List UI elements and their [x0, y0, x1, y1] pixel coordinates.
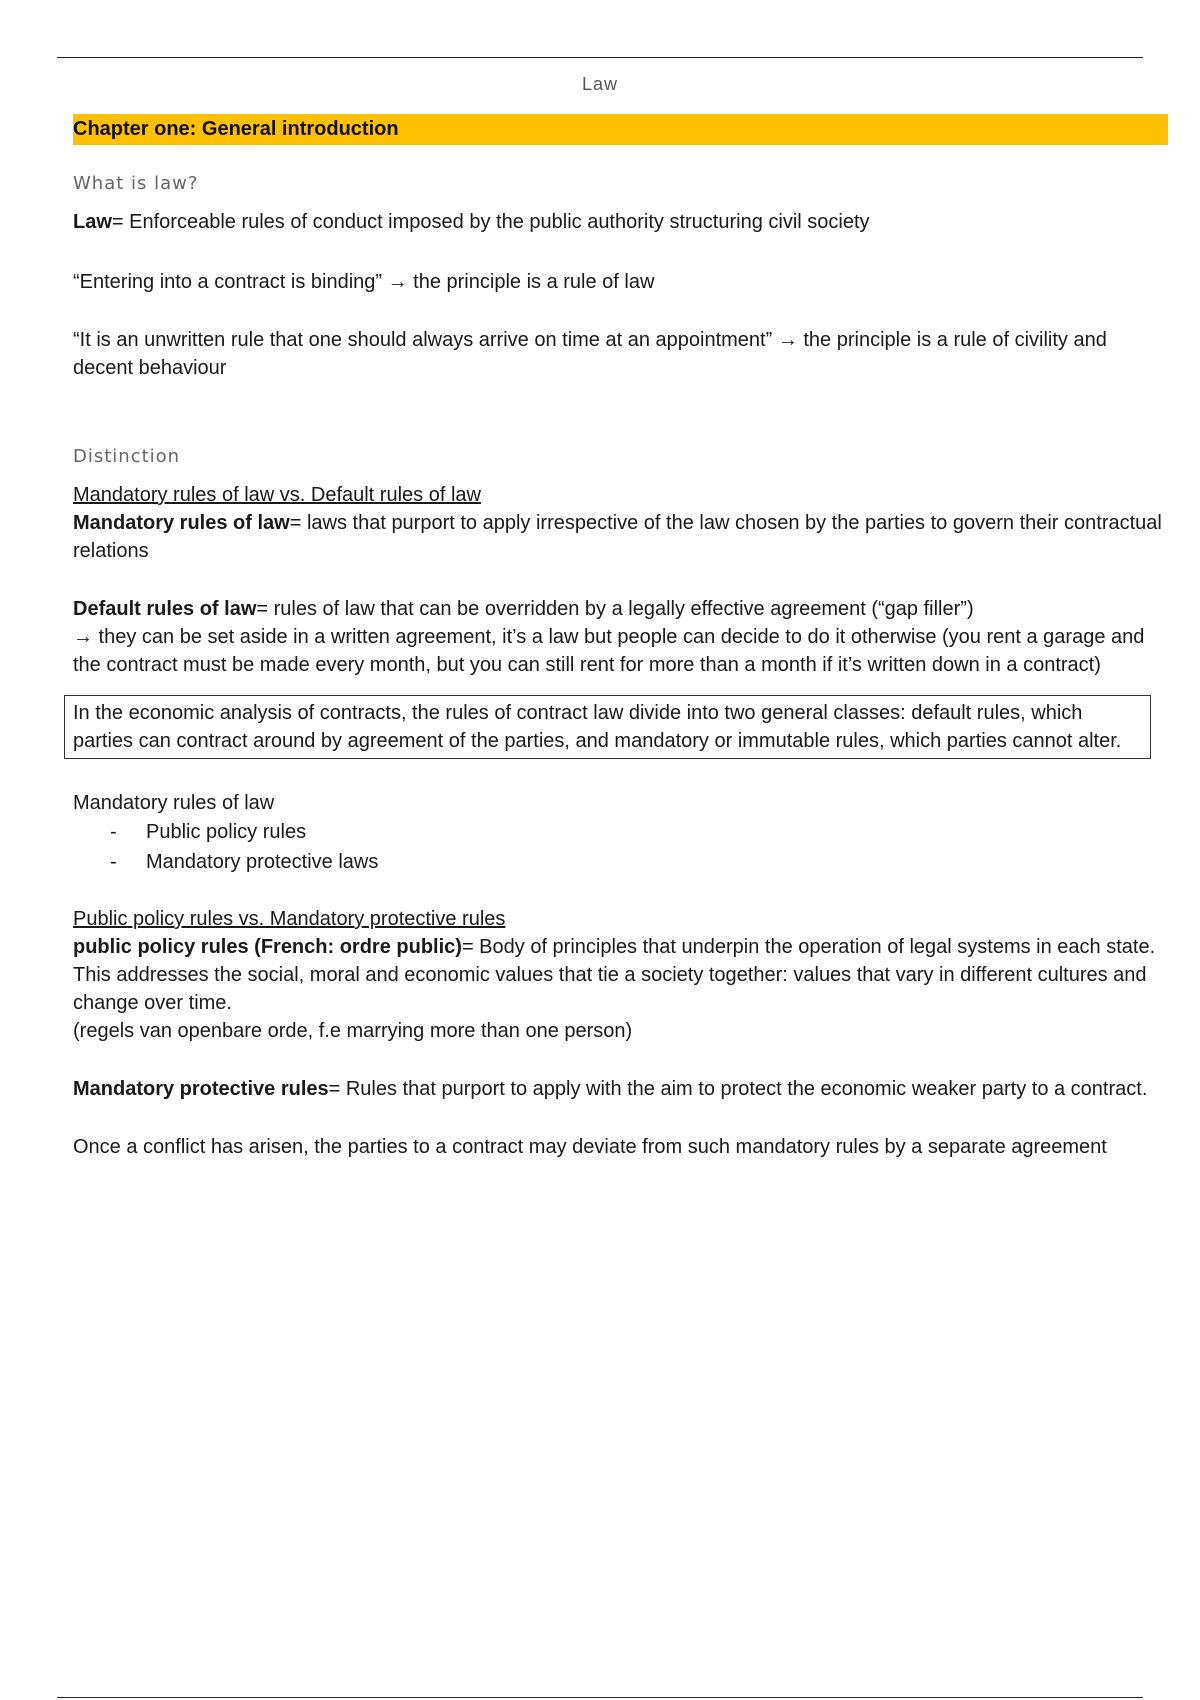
list-item: - Mandatory protective laws [73, 847, 1168, 877]
list-item: - Public policy rules [73, 817, 1168, 847]
conflict-paragraph: Once a conflict has arisen, the parties to a contract may deviate from such mandatory rules by a separate agreement [73, 1136, 1107, 1158]
mandatory-term: Mandatory rules of law [73, 512, 290, 534]
subheading-public-vs-protective: Public policy rules vs. Mandatory protective rules [73, 908, 506, 930]
default-note: → they can be set aside in a written agreement, it’s a law but people can decide to do it otherwise (you rent a garage and the contract must be made every month, but you can still rent for more than a month if it’s written down in a contract) [73, 626, 1145, 676]
protective-definition [73, 1075, 1168, 1103]
default-text: = rules of law that can be overridden by a legally effective agreement (“gap filler”) [256, 598, 974, 620]
subheading-mandatory-vs-default: Mandatory rules of law vs. Default rules of law [73, 484, 481, 506]
protective-text: = Rules that purport to apply with the aim to protect the economic weaker party to a contract. [328, 1078, 1148, 1100]
public-policy-term: public policy rules (French: ordre public) [73, 936, 462, 958]
law-definition [73, 208, 1168, 236]
law-definition-term: Law [73, 211, 112, 233]
protective-term: Mandatory protective rules [73, 1078, 329, 1100]
public-policy-note: (regels van openbare orde, f.e marrying more than one person) [73, 1020, 633, 1042]
header-rule [57, 57, 1143, 58]
mandatory-definition [73, 509, 1168, 565]
example-contract: “Entering into a contract is binding” → the principle is a rule of law [73, 271, 655, 293]
section-heading-what-is-law: What is law? [73, 173, 199, 194]
public-policy-text: = Body of principles that underpin the operation of legal systems in each state. This addresses the social, moral and economic values that tie a society together: values that vary in different cultures and change over time. [73, 936, 1156, 1014]
law-definition-text: = Enforceable rules of conduct imposed by the public authority structuring civil society [111, 211, 870, 233]
economic-analysis-text: In the economic analysis of contracts, the rules of contract law divide into two general classes: default rules, which parties can contract around by agreement of the parties, and mandatory or immutable rules, which parties cannot alter. [73, 702, 1122, 752]
mandatory-list [73, 817, 1168, 877]
footer-rule [57, 1697, 1143, 1698]
example-civility: “It is an unwritten rule that one should always arrive on time at an appointment” → the principle is a rule of civility and decent behaviour [73, 329, 1107, 379]
page-header: Law [581, 74, 619, 94]
section-heading-distinction: Distinction [73, 446, 181, 467]
default-term: Default rules of law [73, 598, 257, 620]
default-definition [73, 595, 1168, 623]
public-policy-definition [73, 933, 1168, 1017]
mandatory-text: = laws that purport to apply irrespective of the law chosen by the parties to govern their contractual relations [73, 512, 1162, 562]
document-body [73, 114, 1168, 1161]
chapter-title: Chapter one: General introduction [73, 114, 1168, 145]
mandatory-list-title: Mandatory rules of law [73, 792, 275, 814]
economic-analysis-box [64, 695, 1151, 759]
